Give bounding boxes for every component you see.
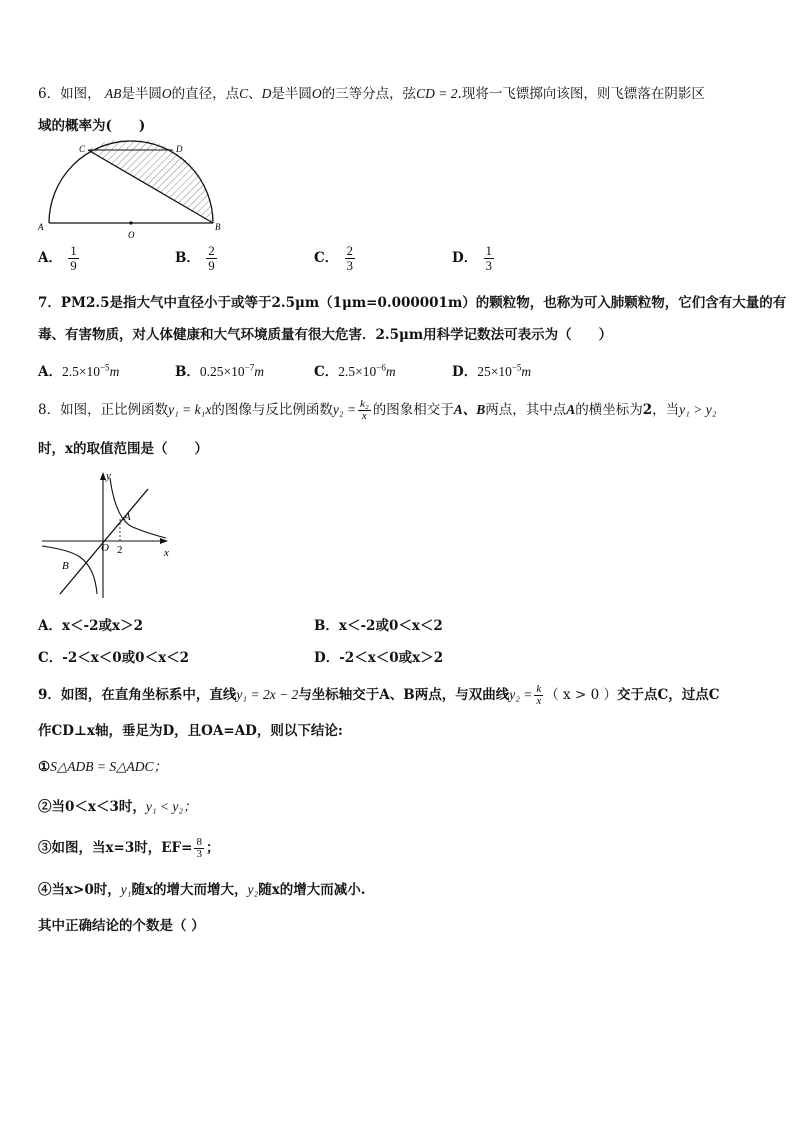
q8-condition: y₁ > y₂ (679, 402, 717, 417)
q9-conclusion-4 (38, 878, 365, 898)
q8-text: 8．如图，正比例函数 (38, 402, 169, 418)
q8-label-b: B (62, 560, 69, 572)
conclusion-math: y₁ < y₂； (145, 799, 197, 814)
fraction (358, 399, 371, 422)
q8-label-2: 2 (117, 544, 123, 556)
q6-label-o: O (128, 230, 135, 240)
q9-condition: （ x > 0 ） (545, 687, 617, 703)
q6-option-b[interactable] (175, 244, 219, 273)
denominator: x (361, 410, 367, 422)
q6-center-point (129, 221, 132, 224)
q6-shaded-region (88, 140, 213, 223)
q7-option-c[interactable] (314, 360, 396, 380)
q8-x-arrow (160, 538, 168, 544)
q9-conclusion-1 (38, 755, 167, 775)
q9-conclusion-3 (38, 836, 219, 860)
denominator: 3 (485, 258, 493, 273)
q6-o: O (161, 86, 172, 101)
q7-option-a[interactable] (38, 360, 119, 380)
option-exponent: −6 (376, 362, 386, 373)
option-label: B． (175, 250, 200, 266)
q6-c: C (239, 86, 249, 101)
q7-stem-line1: 7．PM2.5是指大气中直径小于或等于2.5μm（1μm=0.000001m）的颗粒物，也称为可入肺颗粒物，它们含有大量的有 (38, 295, 787, 311)
q9-conclusion-2 (38, 795, 197, 815)
denominator: x (536, 695, 542, 707)
q9-stem-line1 (38, 683, 719, 707)
option-exponent: −5 (511, 362, 522, 373)
conclusion-number: ① (38, 759, 51, 775)
conclusion-text: S△ADB = S△ADC； (50, 759, 167, 774)
option-label: D． (452, 250, 478, 266)
q6-semicircle-figure (36, 140, 226, 240)
q6-text: .现将一飞镖掷向该图，则飞镖落在阴影区 (457, 86, 705, 102)
fraction (206, 244, 217, 273)
q6-text: 是半圆 (121, 86, 162, 102)
conclusion-text: 如图，当x=3时，EF= (51, 840, 193, 856)
q6-text: 、 (248, 86, 262, 102)
q8-a: A (566, 402, 576, 417)
numerator: k₂ (360, 398, 369, 410)
q8-label-o: O (101, 542, 109, 554)
option-unit: m (254, 364, 264, 379)
numerator: 2 (346, 243, 354, 258)
conclusion-math: y₂ (247, 882, 259, 897)
q6-ab: AB (104, 86, 122, 101)
q8-y1: y₁ = k₁x (168, 402, 212, 417)
conclusion-text: 当x>0时， (51, 882, 121, 898)
q6-stem-line1 (38, 82, 705, 102)
q8-hyperbola-q3 (42, 546, 97, 594)
option-base: 25×10 (477, 364, 512, 379)
numerator: k (536, 683, 542, 695)
q8-option-a[interactable]: A．x＜-2或x＞2 (38, 618, 143, 634)
conclusion-text: ； (205, 840, 220, 856)
q7-option-d[interactable] (452, 360, 531, 380)
option-base: 2.5×10 (338, 364, 377, 379)
denominator: 3 (196, 848, 202, 860)
option-base: 0.25×10 (199, 364, 245, 379)
conclusion-number: ③ (38, 840, 52, 856)
q6-text: 是半圆 (271, 86, 312, 102)
q6-text: 的三等分点，弦 (321, 86, 417, 102)
conclusion-text: 当0＜x＜3时， (51, 799, 146, 815)
q6-option-c[interactable] (314, 244, 357, 273)
option-label: D． (452, 364, 478, 380)
q6-o: O (311, 86, 322, 101)
q8-two: 2 (642, 402, 653, 418)
option-label: A． (38, 364, 62, 380)
option-exponent: −5 (99, 362, 110, 373)
q8-text: 的图像与反比例函数 (211, 402, 333, 418)
q6-label-d: D (176, 144, 183, 154)
q8-text: ，当 (652, 402, 680, 418)
q9-text: 交于点C，过点C (616, 687, 720, 703)
q6-d: D (261, 86, 272, 101)
q6-stem-line2: 域的概率为( ) (38, 118, 146, 134)
q9-y2: y₂ = (509, 687, 533, 702)
q8-option-c[interactable]: C．-2＜x＜0或0＜x＜2 (38, 650, 190, 666)
fraction (484, 244, 495, 273)
q8-label-x: x (164, 547, 169, 559)
option-base: 2.5×10 (61, 364, 100, 379)
option-label: B． (175, 364, 200, 380)
q8-option-d[interactable]: D．-2＜x＜0或x＞2 (314, 650, 444, 666)
numerator: 2 (208, 243, 215, 258)
q6-label-c: C (79, 144, 86, 154)
option-exponent: −7 (244, 362, 255, 373)
q6-option-a[interactable] (38, 244, 81, 273)
conclusion-number: ② (38, 799, 52, 815)
option-label: C． (314, 364, 339, 380)
denominator: 9 (70, 258, 77, 273)
q6-label-a: A (38, 222, 44, 232)
q8-y2: y₂ = (332, 402, 356, 417)
q8-text: 的图象相交于 (372, 402, 454, 418)
fraction (68, 244, 79, 273)
denominator: 9 (208, 258, 215, 273)
q8-label-a: A (124, 511, 131, 523)
q6-option-d[interactable] (452, 244, 496, 273)
denominator: 3 (346, 258, 354, 273)
fraction (345, 244, 356, 273)
q8-stem-line2: 时，x的取值范围是（ ） (38, 441, 209, 457)
q8-text: 两点，其中点 (485, 402, 567, 418)
q6-text: 6．如图， (38, 86, 101, 102)
q8-ab: A、B (453, 402, 486, 417)
conclusion-text: 随x的增大而增大， (131, 882, 248, 898)
q8-label-y: y (106, 470, 111, 482)
fraction (534, 684, 543, 707)
q8-function-graph (40, 462, 180, 602)
q9-text: 与坐标轴交于A、B两点，与双曲线 (298, 687, 510, 703)
conclusion-text: 随x的增大而减小. (258, 882, 366, 898)
q8-hyperbola-q1 (110, 478, 166, 538)
q6-cd: CD = 2 (416, 86, 458, 101)
option-label: C． (314, 250, 339, 266)
option-unit: m (109, 364, 120, 379)
q6-text: 的直径，点 (171, 86, 240, 102)
q9-stem-line2: 作CD⊥x轴，垂足为D，且OA=AD，则以下结论: (38, 723, 343, 739)
q8-text: 的横坐标为 (575, 402, 643, 418)
option-unit: m (521, 364, 532, 379)
q9-text: 9．如图，在直角坐标系中，直线 (38, 687, 237, 703)
q8-stem-line1 (38, 398, 716, 422)
numerator: 1 (485, 243, 493, 258)
q8-option-b[interactable]: B．x＜-2或0＜x＜2 (314, 618, 443, 634)
numerator: 1 (70, 243, 77, 258)
conclusion-math: y₁ (120, 882, 132, 897)
q9-y1: y₁ = 2x − 2 (236, 687, 299, 702)
option-unit: m (385, 364, 396, 379)
fraction (194, 837, 204, 860)
numerator: 8 (196, 836, 202, 848)
q6-label-b: B (215, 222, 221, 232)
conclusion-number: ④ (38, 882, 52, 898)
q7-stem-line2: 毒、有害物质，对人体健康和大气环境质量有很大危害．2.5μm用科学记数法可表示为（ ） (38, 327, 613, 343)
q9-question: 其中正确结论的个数是（ ） (38, 918, 205, 934)
option-label: A． (38, 250, 62, 266)
q7-option-b[interactable] (175, 360, 264, 380)
